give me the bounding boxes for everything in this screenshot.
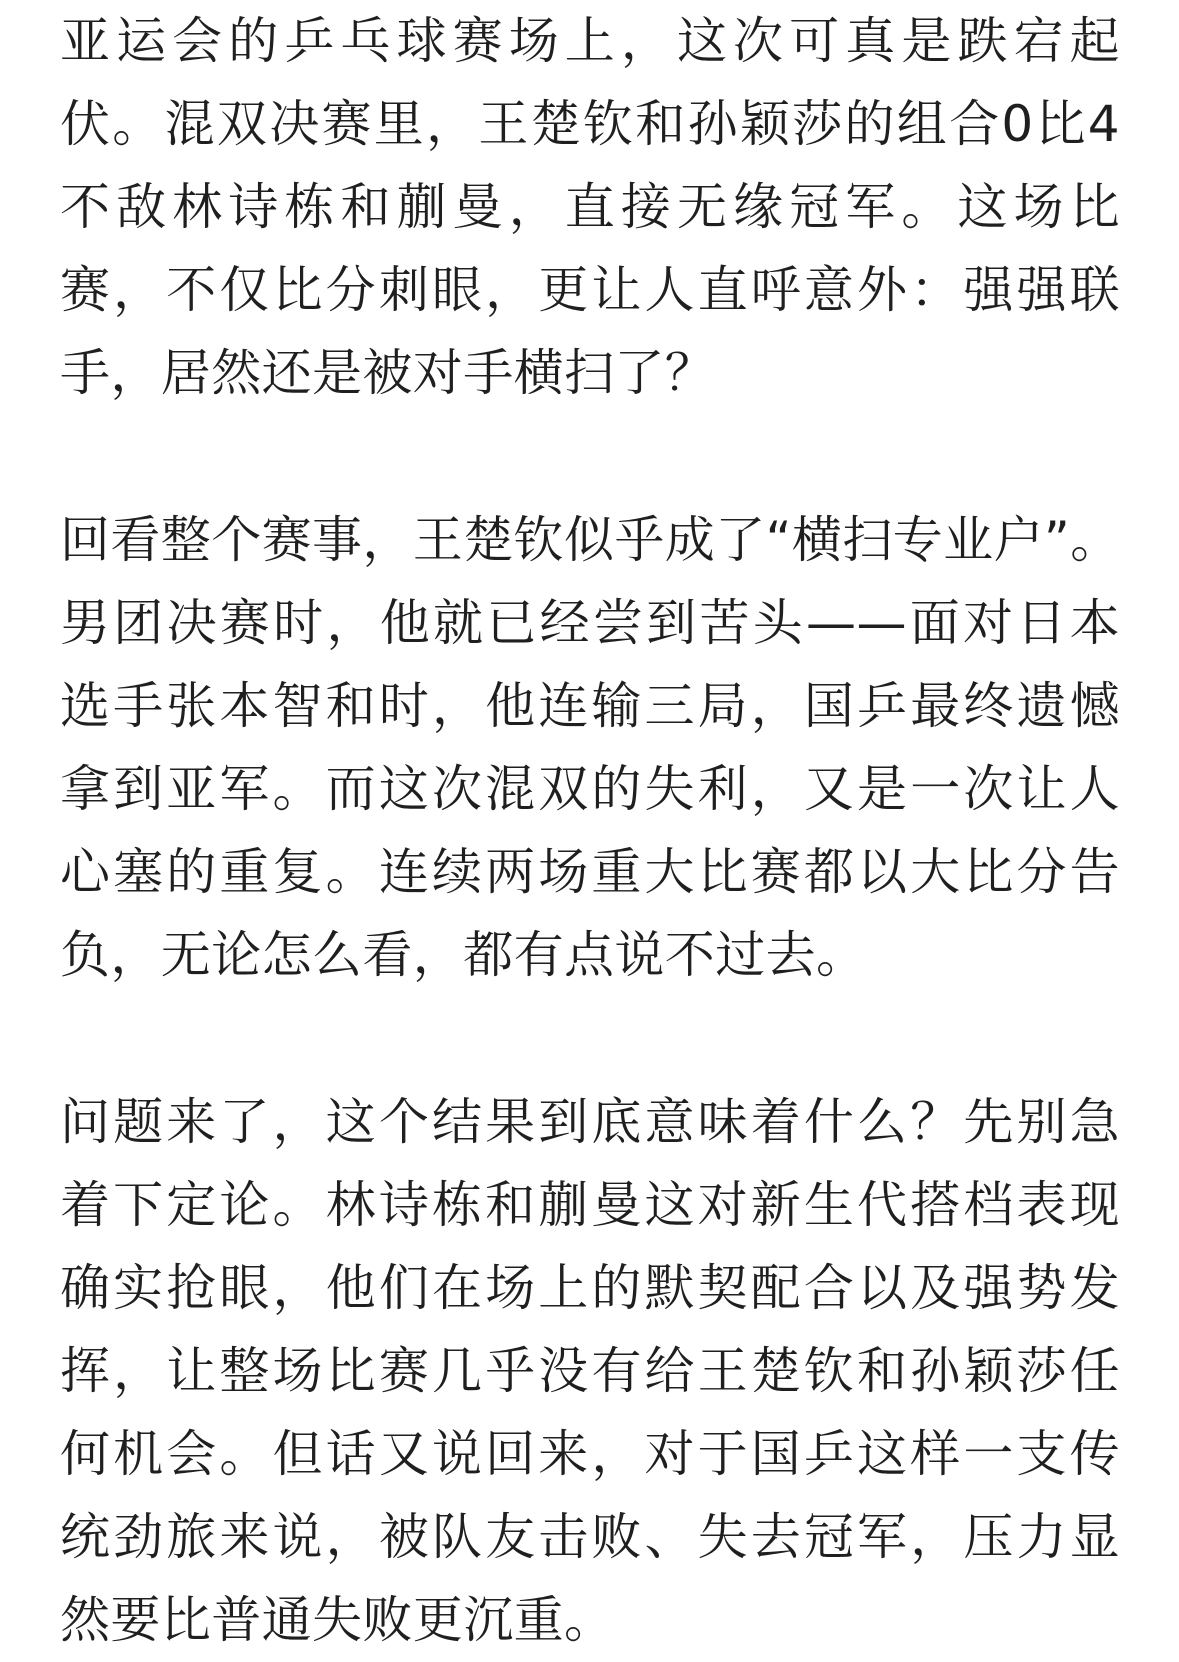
paragraph-line: 确实抢眼，他们在场上的默契配合以及强势发 <box>60 1259 1120 1317</box>
paragraph-line: 何机会。但话又说回来，对于国乒这样一支传 <box>60 1425 1120 1483</box>
paragraph-line: 亚运会的乒乓球赛场上，这次可真是跌宕起 <box>60 12 1120 70</box>
paragraph-line: 男团决赛时，他就已经尝到苦头——面对日本 <box>60 594 1120 652</box>
paragraph-3 <box>60 1081 1120 1662</box>
paragraph-line: 负，无论怎么看，都有点说不过去。 <box>60 926 867 984</box>
paragraph-1 <box>60 0 1120 415</box>
paragraph-line: 拿到亚军。而这次混双的失利，又是一次让人 <box>60 760 1120 818</box>
paragraph-line: 然要比普通失败更沉重。 <box>60 1591 615 1649</box>
paragraph-line: 赛，不仅比分刺眼，更让人直呼意外：强强联 <box>60 261 1120 319</box>
paragraph-line: 着下定论。林诗栋和蒯曼这对新生代搭档表现 <box>60 1176 1120 1234</box>
paragraph-line: 挥，让整场比赛几乎没有给王楚钦和孙颖莎任 <box>60 1342 1120 1400</box>
paragraph-spacer <box>60 415 1120 499</box>
paragraph-line: 伏。混双决赛里，王楚钦和孙颖莎的组合0比4 <box>60 95 1120 153</box>
paragraph-line: 统劲旅来说，被队友击败、失去冠军，压力显 <box>60 1508 1120 1566</box>
paragraph-line: 问题来了，这个结果到底意味着什么？先别急 <box>60 1093 1120 1151</box>
paragraph-line: 心塞的重复。连续两场重大比赛都以大比分告 <box>60 843 1120 901</box>
article-body <box>60 0 1120 1662</box>
paragraph-line: 回看整个赛事，王楚钦似乎成了“横扫专业户”。 <box>60 511 1121 569</box>
paragraph-line: 手，居然还是被对手横扫了？ <box>60 344 716 402</box>
paragraph-2 <box>60 499 1120 997</box>
paragraph-spacer <box>60 997 1120 1081</box>
paragraph-line: 选手张本智和时，他连输三局，国乒最终遗憾 <box>60 677 1120 735</box>
paragraph-line: 不敌林诗栋和蒯曼，直接无缘冠军。这场比 <box>60 178 1120 236</box>
